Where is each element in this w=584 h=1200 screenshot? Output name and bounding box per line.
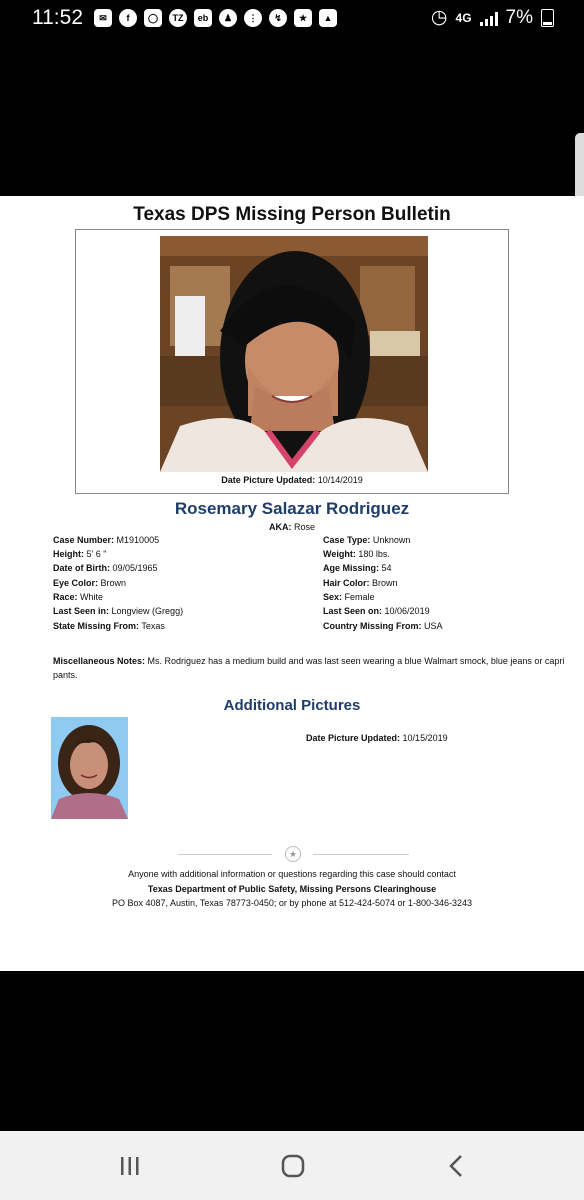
status-bar bbox=[0, 0, 584, 36]
field-race: Race: White bbox=[53, 592, 104, 602]
home-button[interactable] bbox=[280, 1153, 306, 1179]
battery-percent: 7% bbox=[505, 6, 533, 28]
instagram-icon: ◯ bbox=[144, 9, 162, 27]
dots-icon: ⋮ bbox=[244, 9, 262, 27]
divider-left bbox=[178, 854, 272, 855]
additional-photo-caption bbox=[306, 733, 448, 743]
bulletin-title: Texas DPS Missing Person Bulletin bbox=[133, 204, 451, 225]
recent-apps-button[interactable] bbox=[117, 1153, 143, 1179]
message-icon: ✉ bbox=[94, 9, 112, 27]
field-case-type: Case Type: Unknown bbox=[323, 535, 411, 545]
nfl-icon: ★ bbox=[294, 9, 312, 27]
caption-value: 10/14/2019 bbox=[317, 475, 363, 485]
main-photo bbox=[160, 236, 428, 472]
gallery-icon: ▲ bbox=[319, 9, 337, 27]
field-state-missing-from: State Missing From: Texas bbox=[53, 621, 165, 631]
field-age-missing: Age Missing: 54 bbox=[323, 563, 392, 573]
battery-icon bbox=[541, 9, 554, 27]
field-height: Height: 5' 6 " bbox=[53, 549, 107, 559]
caption-label: Date Picture Updated: bbox=[221, 475, 316, 485]
field-last-seen-on: Last Seen on: 10/06/2019 bbox=[323, 606, 430, 616]
tz-icon: TZ bbox=[169, 9, 187, 27]
back-button[interactable] bbox=[444, 1153, 470, 1179]
main-photo-caption bbox=[76, 475, 508, 485]
navigation-bar bbox=[0, 1131, 584, 1200]
aka-value: Rose bbox=[294, 522, 316, 532]
alarm-icon: ◷ bbox=[430, 7, 448, 28]
aka bbox=[0, 522, 584, 532]
signal-icon bbox=[480, 10, 498, 26]
additional-portrait-illustration bbox=[51, 717, 128, 819]
field-case-number: Case Number: M1910005 bbox=[53, 535, 160, 545]
contact-line-1: Anyone with additional information or questions regarding this case should contact bbox=[128, 869, 456, 879]
clock: 11:52 bbox=[32, 6, 83, 29]
contact-line-3: PO Box 4087, Austin, Texas 78773-0450; or by phone at 512-424-5074 or 1-800-346-3243 bbox=[111, 898, 473, 908]
notes-label: Miscellaneous Notes: bbox=[53, 656, 146, 666]
home-icon bbox=[281, 1154, 305, 1178]
ebay-icon: eb bbox=[194, 9, 212, 27]
notes-value: Ms. Rodriguez has a medium build and was last seen wearing a blue Walmart smock, blue jeans or capri pants. bbox=[53, 656, 565, 680]
facebook-icon: f bbox=[119, 9, 137, 27]
additional-photo bbox=[51, 717, 128, 819]
bulletin-image bbox=[0, 196, 584, 971]
network-type: 4G bbox=[455, 10, 472, 25]
figure-icon: ♟ bbox=[219, 9, 237, 27]
notification-icons bbox=[94, 9, 337, 27]
caption-label: Date Picture Updated: bbox=[306, 733, 401, 743]
dps-seal-icon: ★ bbox=[285, 846, 301, 862]
field-sex: Sex: Female bbox=[323, 592, 375, 602]
divider-right bbox=[313, 854, 409, 855]
portrait-illustration bbox=[160, 236, 428, 472]
caption-value: 10/15/2019 bbox=[402, 733, 448, 743]
aka-label: AKA: bbox=[268, 522, 292, 532]
field-last-seen-in: Last Seen in: Longview (Gregg) bbox=[53, 606, 184, 616]
back-icon bbox=[445, 1154, 469, 1178]
field-hair-color: Hair Color: Brown bbox=[323, 578, 398, 588]
contact-line-2: Texas Department of Public Safety, Missing Persons Clearinghouse bbox=[147, 884, 437, 894]
messenger-icon: ↯ bbox=[269, 9, 287, 27]
additional-pictures-title: Additional Pictures bbox=[223, 697, 361, 714]
field-eye-color: Eye Color: Brown bbox=[53, 578, 127, 588]
miscellaneous-notes bbox=[53, 654, 578, 682]
person-name: Rosemary Salazar Rodriguez bbox=[174, 499, 410, 518]
field-weight: Weight: 180 lbs. bbox=[323, 549, 390, 559]
recent-apps-icon bbox=[118, 1155, 142, 1177]
main-photo-frame bbox=[75, 229, 509, 494]
field-date-of-birth: Date of Birth: 09/05/1965 bbox=[53, 563, 158, 573]
field-country-missing-from: Country Missing From: USA bbox=[323, 621, 443, 631]
system-indicators bbox=[431, 6, 554, 29]
